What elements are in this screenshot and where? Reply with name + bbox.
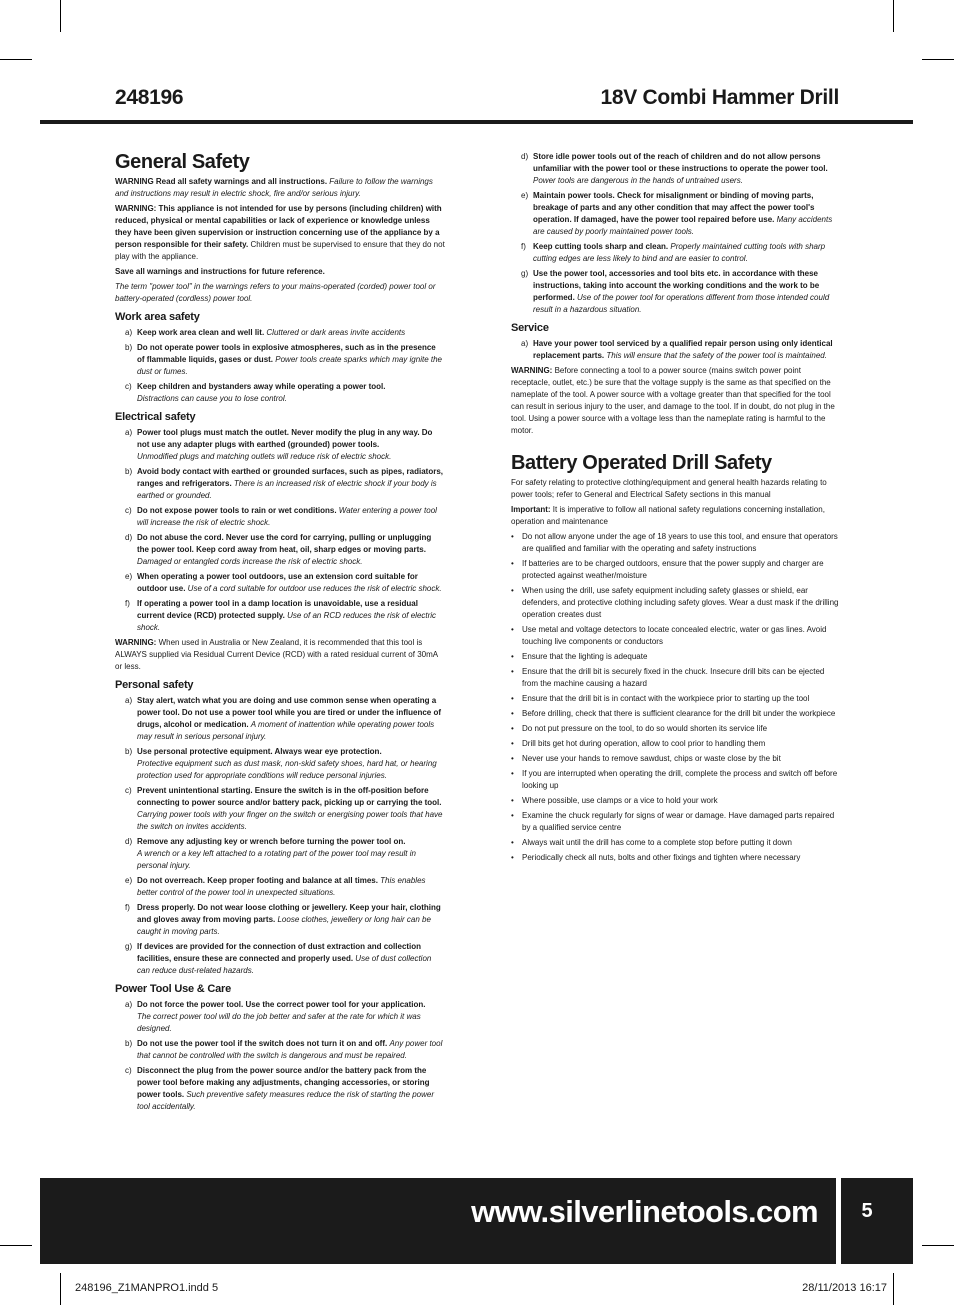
- text-run: Do not abuse the cord. Never use the cord for carrying, pulling or unplugging the power tool. Keep cord away from heat, oil, sharp edges or moving parts.: [137, 533, 432, 554]
- text-run: Remove any adjusting key or wrench before turning the power tool on.: [137, 837, 406, 846]
- item-letter: b): [125, 747, 133, 756]
- item-letter: c): [125, 1066, 132, 1075]
- battery-safety-heading: Battery Operated Drill Safety: [511, 452, 772, 474]
- text-run: Do not use the power tool if the switch does not turn it on and off.: [137, 1039, 390, 1048]
- item-letter: g): [521, 269, 529, 278]
- bullet-item: [511, 723, 841, 735]
- text-run: Keep children and bystanders away while operating a power tool.: [137, 382, 386, 391]
- bullet-item: [511, 738, 841, 750]
- product-title: 18V Combi Hammer Drill: [600, 86, 839, 109]
- text-run: Damaged or entangled cords increase the risk of electric shock.: [137, 557, 363, 566]
- list-item: [115, 999, 445, 1035]
- bullet-item: [511, 768, 841, 792]
- text-run: If operating a power tool in a damp location is unavoidable, use a residual current device (RCD) protected supply.: [137, 599, 418, 620]
- bullet-icon: •: [511, 754, 514, 763]
- text-run: If devices are provided for the connection of dust extraction and collection facilities, ensure these are connected and properly used.: [137, 942, 422, 963]
- list-item: [115, 342, 445, 378]
- text-run: Power tools create sparks which may ignite the dust or fumes.: [137, 355, 442, 376]
- text-run: Use of the power tool for operations different from those intended could result in a hazardous situation.: [533, 293, 830, 314]
- text-run: Power tools are dangerous in the hands of untrained users.: [533, 176, 743, 185]
- item-letter: b): [125, 343, 133, 352]
- list-item: [511, 190, 841, 238]
- text-run: A wrench or a key left attached to a rotating part of the power tool may result in personal injury.: [137, 849, 416, 870]
- list-item: [115, 695, 445, 743]
- item-letter: e): [521, 191, 529, 200]
- text-run: Maintain power tools. Check for misalignment or binding of moving parts, breakage of parts and any other condition that may affect the power tool's operation. If damaged, have the power tool repaired before use.: [533, 191, 815, 224]
- section-warning: [115, 637, 445, 673]
- item-letter: b): [125, 1039, 133, 1048]
- bullet-item: [511, 693, 841, 705]
- service-items: [511, 338, 841, 362]
- item-letter: f): [521, 242, 526, 251]
- intro-paragraph: [511, 477, 841, 501]
- bullet-text: Where possible, use clamps or a vice to hold your work: [522, 796, 718, 805]
- page-number: 5: [861, 1200, 873, 1222]
- bullet-icon: •: [511, 739, 514, 748]
- bullet-text: Ensure that the drill bit is securely fixed in the chuck. Insecure drill bits can be ejected from the machine causing a hazard: [522, 667, 825, 688]
- bullet-item: [511, 795, 841, 807]
- intro-paragraph: [115, 176, 445, 200]
- bullet-icon: •: [511, 709, 514, 718]
- bullet-item: [511, 753, 841, 765]
- text-run: WARNING: This appliance is not intended for use by persons (including children) with reduced, physical or mental capabilities or lack of experience or knowledge unless they have been given supervision or instruction concerning use of the appliance by a person responsible for their safety.: [115, 204, 442, 249]
- crop-mark: [893, 0, 894, 32]
- slug-filename: 248196_Z1MANPRO1.indd 5: [75, 1282, 219, 1294]
- list-item: [115, 466, 445, 502]
- bullet-text: Periodically check all nuts, bolts and other fixings and tighten where necessary: [522, 853, 801, 862]
- item-letter: a): [125, 696, 133, 705]
- text-run: Store idle power tools out of the reach of children and do not allow persons unfamiliar with the power tool or these instructions to operate the power tool.: [533, 152, 828, 173]
- text-run: Unmodified plugs and matching outlets will reduce risk of electric shock.: [137, 452, 392, 461]
- list-item: [115, 598, 445, 634]
- item-letter: e): [125, 572, 133, 581]
- section-heading: Electrical safety: [115, 411, 196, 423]
- text-run: There is an increased risk of electric shock if your body is earthed or grounded.: [137, 479, 437, 500]
- bullet-text: Use metal and voltage detectors to locate concealed electric, water or gas lines. Avoid touching live components or conductors: [522, 625, 827, 646]
- crop-mark: [922, 59, 954, 60]
- text-run: Children must be supervised to ensure that they do not play with the appliance.: [115, 240, 445, 261]
- bullet-icon: •: [511, 667, 514, 676]
- list-item: [115, 746, 445, 782]
- bullet-icon: •: [511, 532, 514, 541]
- general-safety-sections: [115, 311, 445, 1113]
- bullet-text: Before drilling, check that there is sufficient clearance for the drill bit under the workpiece: [522, 709, 836, 718]
- text-run: This enables better control of the power tool in unexpected situations.: [137, 876, 426, 897]
- bullet-icon: •: [511, 811, 514, 820]
- item-letter: g): [125, 942, 133, 951]
- text-run: Save all warnings and instructions for future reference.: [115, 267, 325, 276]
- list-item: [511, 151, 841, 187]
- battery-safety-list: [511, 531, 841, 864]
- item-letter: a): [521, 339, 529, 348]
- item-letter: a): [125, 428, 133, 437]
- bullet-text: When using the drill, use safety equipment including safety glasses or shield, ear defenders, and protective clothing including safety gloves. Wear a dust mask if the drilling operation creates dust: [522, 586, 839, 619]
- list-item: [115, 381, 445, 405]
- text-run: Failure to follow the warnings and instructions may result in electric shock, fire and/or serious injury.: [115, 177, 433, 198]
- text-run: Do not force the power tool. Use the correct power tool for your application.: [137, 1000, 426, 1009]
- bullet-text: If you are interrupted when operating the drill, complete the process and switch off before looking up: [522, 769, 838, 790]
- text-run: WARNING:: [115, 638, 159, 647]
- bullet-icon: •: [511, 853, 514, 862]
- list-item: [115, 836, 445, 872]
- bullet-text: Ensure that the lighting is adequate: [522, 652, 648, 661]
- bullet-icon: •: [511, 769, 514, 778]
- bullet-icon: •: [511, 724, 514, 733]
- crop-mark: [60, 0, 61, 32]
- text-run: Use personal protective equipment. Always wear eye protection.: [137, 747, 382, 756]
- text-run: WARNING:: [511, 366, 555, 375]
- general-safety-heading: General Safety: [115, 151, 250, 173]
- bullet-item: [511, 837, 841, 849]
- header-rule: [40, 120, 913, 124]
- text-run: Loose clothes, jewellery or long hair can be caught in moving parts.: [137, 915, 431, 936]
- crop-mark: [0, 1245, 32, 1246]
- section-heading: Work area safety: [115, 311, 200, 323]
- list-item: [115, 785, 445, 833]
- text-run: Keep work area clean and well lit.: [137, 328, 267, 337]
- text-run: Use of dust collection can reduce dust-related hazards.: [137, 954, 432, 975]
- bullet-icon: •: [511, 625, 514, 634]
- list-item: [115, 902, 445, 938]
- battery-safety-intro: [511, 477, 841, 528]
- item-letter: f): [125, 903, 130, 912]
- text-run: Keep cutting tools sharp and clean.: [533, 242, 671, 251]
- item-letter: a): [125, 1000, 133, 1009]
- text-run: Avoid body contact with earthed or grounded surfaces, such as pipes, radiators, ranges and refrigerators.: [137, 467, 443, 488]
- general-safety-intro: [115, 176, 445, 305]
- item-letter: c): [125, 506, 132, 515]
- text-run: Use of a cord suitable for outdoor use reduces the risk of electric shock.: [187, 584, 442, 593]
- text-run: Many accidents are caused by poorly maintained power tools.: [533, 215, 833, 236]
- section-heading: Personal safety: [115, 679, 194, 691]
- right-column: [511, 151, 841, 867]
- list-item: [115, 327, 445, 339]
- text-run: Before connecting a tool to a power source (mains switch power point receptacle, outlet, etc.) be sure that the voltage supply is the same as that specified on the nameplate of the tool. A power source with a voltage greater than that specified for the tool can result in serious injury to the user, and damage to the tool. If in doubt, do not plug in the tool. Using a power source with a voltage less than the nameplate rating is harmful to the motor.: [511, 366, 835, 435]
- text-run: Have your power tool serviced by a qualified repair person using only identical replacement parts.: [533, 339, 833, 360]
- bullet-text: Do not put pressure on the tool, to do so would shorten its service life: [522, 724, 768, 733]
- text-run: A moment of inattention while operating power tools may result in serious personal injury.: [137, 720, 435, 741]
- text-run: Distractions can cause you to lose control.: [137, 394, 287, 403]
- bullet-item: [511, 531, 841, 555]
- intro-paragraph: [115, 266, 445, 278]
- text-run: Stay alert, watch what you are doing and use common sense when operating a power tool. Do not use a power tool while you are tired or under the influence of drugs, alcohol or medication.: [137, 696, 442, 729]
- intro-paragraph: [115, 281, 445, 305]
- intro-paragraph: [115, 203, 445, 263]
- bullet-icon: •: [511, 796, 514, 805]
- text-run: When used in Australia or New Zealand, it is recommended that this tool is ALWAYS supplied via Residual Current Device (RCD) with a rated residual current of 30mA or less.: [115, 638, 438, 671]
- footer-bar: [40, 1178, 836, 1264]
- text-run: WARNING Read all safety warnings and all instructions.: [115, 177, 330, 186]
- text-run: Disconnect the plug from the power source and/or the battery pack from the power tool before making any adjustments, changing accessories, or storing power tools.: [137, 1066, 430, 1099]
- list-item: [115, 941, 445, 977]
- item-letter: d): [125, 533, 133, 542]
- text-run: Properly maintained cutting tools with sharp cutting edges are less likely to bind and are easier to control.: [533, 242, 826, 263]
- item-letter: f): [125, 599, 130, 608]
- text-run: Such preventive safety measures reduce the risk of starting the power tool accidentally.: [137, 1090, 435, 1111]
- text-run: Important:: [511, 505, 553, 514]
- bullet-text: If batteries are to be charged outdoors, ensure that the power supply and charger are protected against weather/moisture: [522, 559, 824, 580]
- text-run: For safety relating to protective clothing/equipment and general health hazards relating to power tools; refer to General and Electrical Safety sections in this manual: [511, 478, 827, 499]
- bullet-item: [511, 708, 841, 720]
- bullet-item: [511, 585, 841, 621]
- text-run: It is imperative to follow all national safety regulations concerning installation, operation and maintenance: [511, 505, 825, 526]
- bullet-item: [511, 810, 841, 834]
- list-item: [115, 875, 445, 899]
- left-column: [115, 150, 445, 1116]
- bullet-text: Do not allow anyone under the age of 18 years to use this tool, and ensure that operators are qualified and familiar with the operating and safety instructions: [522, 532, 838, 553]
- bullet-text: Ensure that the drill bit is in contact with the workpiece prior to starting up the tool: [522, 694, 810, 703]
- text-run: Water entering a power tool will increase the risk of electric shock.: [137, 506, 437, 527]
- list-item: [115, 532, 445, 568]
- bullet-item: [511, 651, 841, 663]
- page-number-box: [841, 1178, 913, 1264]
- text-run: When operating a power tool outdoors, use an extension cord suitable for outdoor use.: [137, 572, 418, 593]
- list-item: [115, 571, 445, 595]
- list-item: [511, 338, 841, 362]
- text-run: Do not expose power tools to rain or wet conditions.: [137, 506, 339, 515]
- text-run: Dress properly. Do not wear loose clothing or jewellery. Keep your hair, clothing and gloves away from moving parts.: [137, 903, 441, 924]
- tool-care-continued: [511, 151, 841, 316]
- item-letter: b): [125, 467, 133, 476]
- list-item: [511, 241, 841, 265]
- bullet-item: [511, 666, 841, 690]
- crop-mark: [922, 1245, 954, 1246]
- text-run: The correct power tool will do the job better and safer at the rate for which it was designed.: [137, 1012, 421, 1033]
- text-run: The term "power tool" in the warnings refers to your mains-operated (corded) power tool or battery-operated (cordless) power tool.: [115, 282, 436, 303]
- slug-datetime: 28/11/2013 16:17: [802, 1282, 887, 1294]
- section-heading: Power Tool Use & Care: [115, 983, 232, 995]
- bullet-text: Always wait until the drill has come to a complete stop before putting it down: [522, 838, 792, 847]
- service-heading: Service: [511, 322, 549, 334]
- text-run: Use of an RCD reduces the risk of electric shock.: [137, 611, 437, 632]
- item-letter: d): [125, 837, 133, 846]
- text-run: This will ensure that the safety of the power tool is maintained.: [606, 351, 827, 360]
- bullet-icon: •: [511, 838, 514, 847]
- service-warning: [511, 365, 841, 437]
- product-code: 248196: [115, 86, 184, 109]
- bullet-icon: •: [511, 559, 514, 568]
- bullet-item: [511, 558, 841, 582]
- item-letter: c): [125, 786, 132, 795]
- website-link[interactable]: www.silverlinetools.com: [471, 1194, 818, 1229]
- text-run: Power tool plugs must match the outlet. Never modify the plug in any way. Do not use any adapter plugs with earthed (grounded) power tools.: [137, 428, 433, 449]
- text-run: Carrying power tools with your finger on the switch or energising power tools that have the switch on invites accidents.: [137, 810, 443, 831]
- bullet-icon: •: [511, 694, 514, 703]
- text-run: Do not operate power tools in explosive atmospheres, such as in the presence of flammable liquids, gases or dust.: [137, 343, 436, 364]
- bullet-icon: •: [511, 652, 514, 661]
- text-run: Any power tool that cannot be controlled with the switch is dangerous and must be repaired.: [137, 1039, 443, 1060]
- text-run: Protective equipment such as dust mask, non-skid safety shoes, hard hat, or hearing protection used for appropriate conditions will reduce personal injuries.: [137, 759, 437, 780]
- item-letter: a): [125, 328, 133, 337]
- text-run: Prevent unintentional starting. Ensure the switch is in the off-position before connecting to power source and/or battery pack, picking up or carrying the tool.: [137, 786, 442, 807]
- list-item: [511, 268, 841, 316]
- crop-mark: [60, 1273, 61, 1305]
- bullet-text: Drill bits get hot during operation, allow to cool prior to handling them: [522, 739, 766, 748]
- text-run: Do not overreach. Keep proper footing and balance at all times.: [137, 876, 381, 885]
- item-letter: c): [125, 382, 132, 391]
- bullet-item: [511, 852, 841, 864]
- bullet-item: [511, 624, 841, 648]
- list-item: [115, 505, 445, 529]
- item-letter: d): [521, 152, 529, 161]
- item-letter: e): [125, 876, 133, 885]
- crop-mark: [893, 1273, 894, 1305]
- list-item: [115, 1065, 445, 1113]
- crop-mark: [0, 59, 32, 60]
- bullet-icon: •: [511, 586, 514, 595]
- text-run: Use the power tool, accessories and tool bits etc. in accordance with these instructions, taking into account the working conditions and the work to be performed.: [533, 269, 820, 302]
- text-run: Cluttered or dark areas invite accidents: [266, 328, 406, 337]
- bullet-text: Never use your hands to remove sawdust, chips or waste close by the bit: [522, 754, 781, 763]
- intro-paragraph: [511, 504, 841, 528]
- list-item: [115, 1038, 445, 1062]
- bullet-text: Examine the chuck regularly for signs of wear or damage. Have damaged parts repaired by a qualified service centre: [522, 811, 835, 832]
- list-item: [115, 427, 445, 463]
